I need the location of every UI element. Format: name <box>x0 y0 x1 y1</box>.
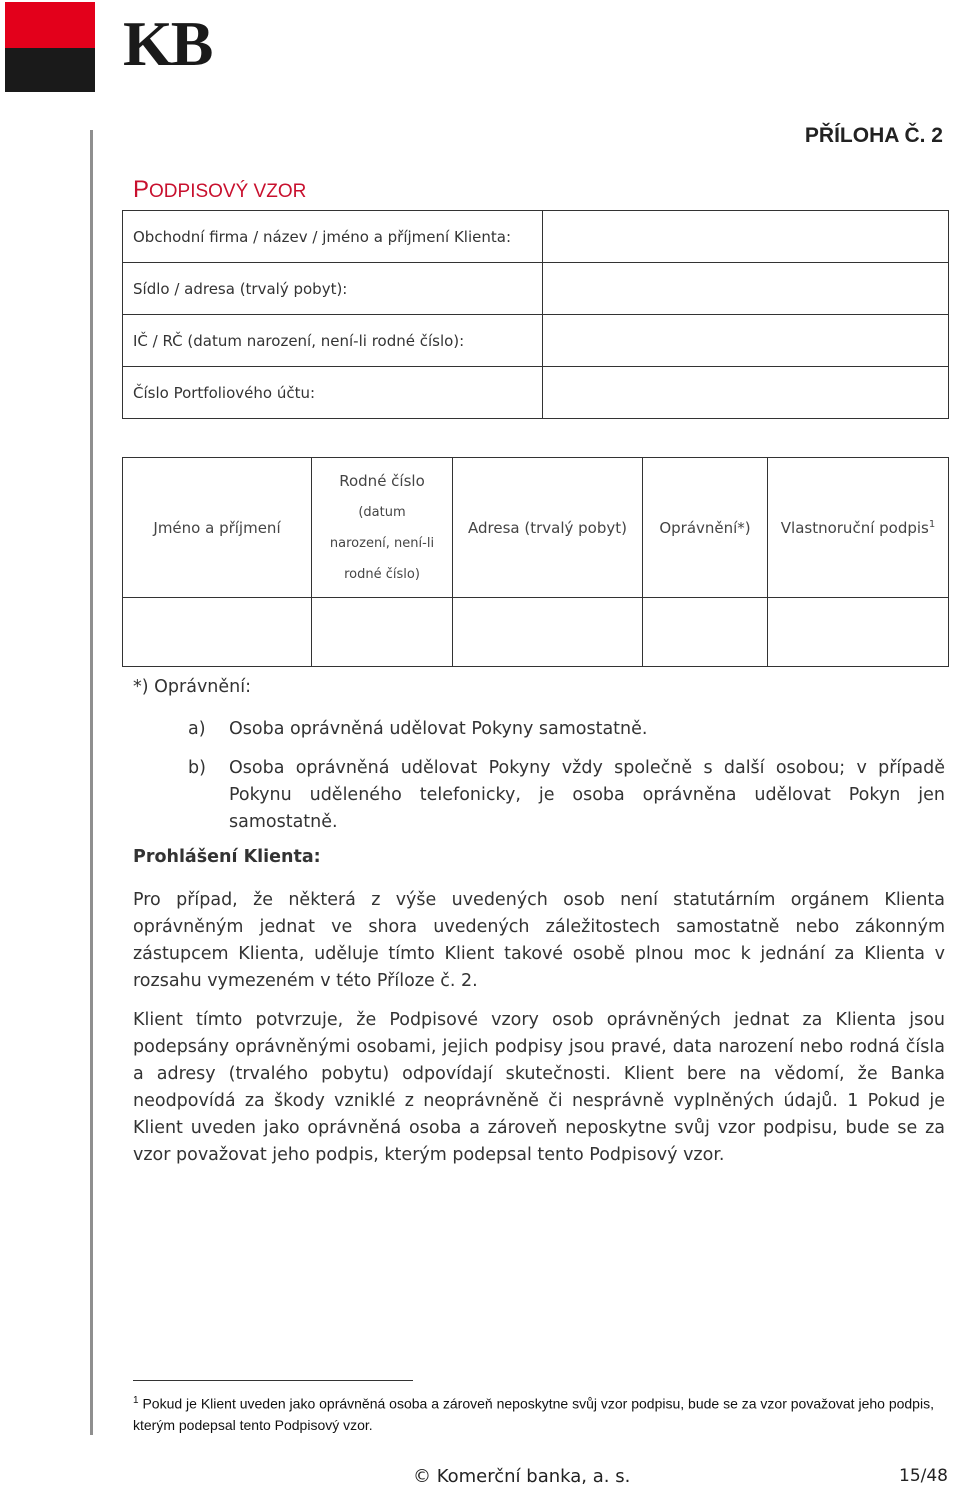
page-title <box>133 176 306 204</box>
item-text: Osoba oprávněná udělovat Pokyny samostatně. <box>229 719 648 739</box>
col-authority-header: Oprávnění*) <box>643 458 768 598</box>
footnote <box>133 1390 945 1436</box>
col-signature-header <box>768 458 949 598</box>
client-address-field[interactable] <box>543 263 949 315</box>
birth-header-line1: Rodné číslo <box>339 471 425 490</box>
table-row <box>123 315 949 367</box>
footnote-number: 1 <box>133 1395 139 1406</box>
logo-red-block <box>5 2 95 48</box>
declaration-paragraph-1: Pro případ, že některá z výše uvedených osob není statutárním orgánem Klienta oprávněným jednat ve shora uvedených záležitostech samostatně nebo zákonným zástupcem Klienta, uděluje tímto Klient takové osobě plnou moc k jednání za Klienta v rozsahu vymezeném v této Příloze č. 2. <box>133 890 945 991</box>
logo-text: KB <box>123 8 212 79</box>
page-number: 15/48 <box>899 1466 948 1486</box>
footer-copyright: © Komerční banka, a. s. <box>413 1466 631 1487</box>
item-marker: a) <box>188 719 206 739</box>
person-name-cell[interactable] <box>123 598 312 667</box>
signature-header-text: Vlastnoruční podpis <box>780 518 929 537</box>
authority-note-heading: *) Oprávnění: <box>133 677 252 697</box>
person-authority-cell[interactable] <box>643 598 768 667</box>
footnote-divider <box>133 1380 413 1381</box>
portfolio-account-label: Číslo Portfoliového účtu: <box>123 367 543 419</box>
col-address-header: Adresa (trvalý pobyt) <box>453 458 643 598</box>
person-signature-cell[interactable] <box>768 598 949 667</box>
item-text: Osoba oprávněná udělovat Pokyny vždy společně s další osobou; v případě Pokynu uděleného telefonicky, je osoba oprávněna udělovat Pokyn jen samostatně. <box>229 758 945 832</box>
table-header-row <box>123 458 949 598</box>
client-name-label: Obchodní firma / název / jméno a příjmení Klienta: <box>123 211 543 263</box>
annex-label: PŘÍLOHA Č. 2 <box>804 124 943 147</box>
item-marker: b) <box>188 758 206 778</box>
signature-footnote-ref: 1 <box>928 518 936 530</box>
person-birth-cell[interactable] <box>312 598 453 667</box>
table-row <box>123 367 949 419</box>
title-rest: ODPISOVÝ VZOR <box>149 181 307 202</box>
birth-header-line4: rodné číslo) <box>344 566 420 582</box>
client-address-label: Sídlo / adresa (trvalý pobyt): <box>123 263 543 315</box>
birth-header-line2: (datum <box>358 504 406 520</box>
client-name-field[interactable] <box>543 211 949 263</box>
footnote-text: Pokud je Klient uveden jako oprávněná osoba a zároveň neposkytne svůj vzor podpisu, bude se za vzor považovat jeho podpis, kterým podepsal tento Podpisový vzor. <box>133 1395 934 1433</box>
client-info-table <box>122 210 949 419</box>
client-id-field[interactable] <box>543 315 949 367</box>
kb-logo <box>5 2 257 92</box>
margin-rule <box>90 130 93 1435</box>
authorized-persons-table <box>122 457 949 667</box>
col-name-header: Jméno a příjmení <box>123 458 312 598</box>
col-birth-header <box>312 458 453 598</box>
declaration-paragraph-2: Klient tímto potvrzuje, že Podpisové vzory osob oprávněných jednat za Klienta jsou podepsány oprávněnými osobami, jejich podpisy jsou pravé, data narození nebo rodná čísla a adresy (trvalého pobytu) odpovídají skutečnosti. Klient bere na vědomí, že Banka neodpovídá za škody vzniklé z neoprávněně či nesprávně vyplněných údajů. 1 Pokud je Klient uveden jako oprávněná osoba a zároveň neposkytne svůj vzor podpisu, bude se za vzor považovat jeho podpis, kterým podepsal tento Podpisový vzor. <box>133 1010 945 1165</box>
table-row <box>123 598 949 667</box>
client-id-label: IČ / RČ (datum narození, není-li rodné číslo): <box>123 315 543 367</box>
title-initial: P <box>133 176 150 203</box>
table-row <box>123 211 949 263</box>
portfolio-account-field[interactable] <box>543 367 949 419</box>
logo-black-block <box>5 48 95 92</box>
birth-header-line3: narození, není-li <box>329 535 435 551</box>
declaration-heading: Prohlášení Klienta: <box>133 847 321 867</box>
table-row <box>123 263 949 315</box>
person-address-cell[interactable] <box>453 598 643 667</box>
